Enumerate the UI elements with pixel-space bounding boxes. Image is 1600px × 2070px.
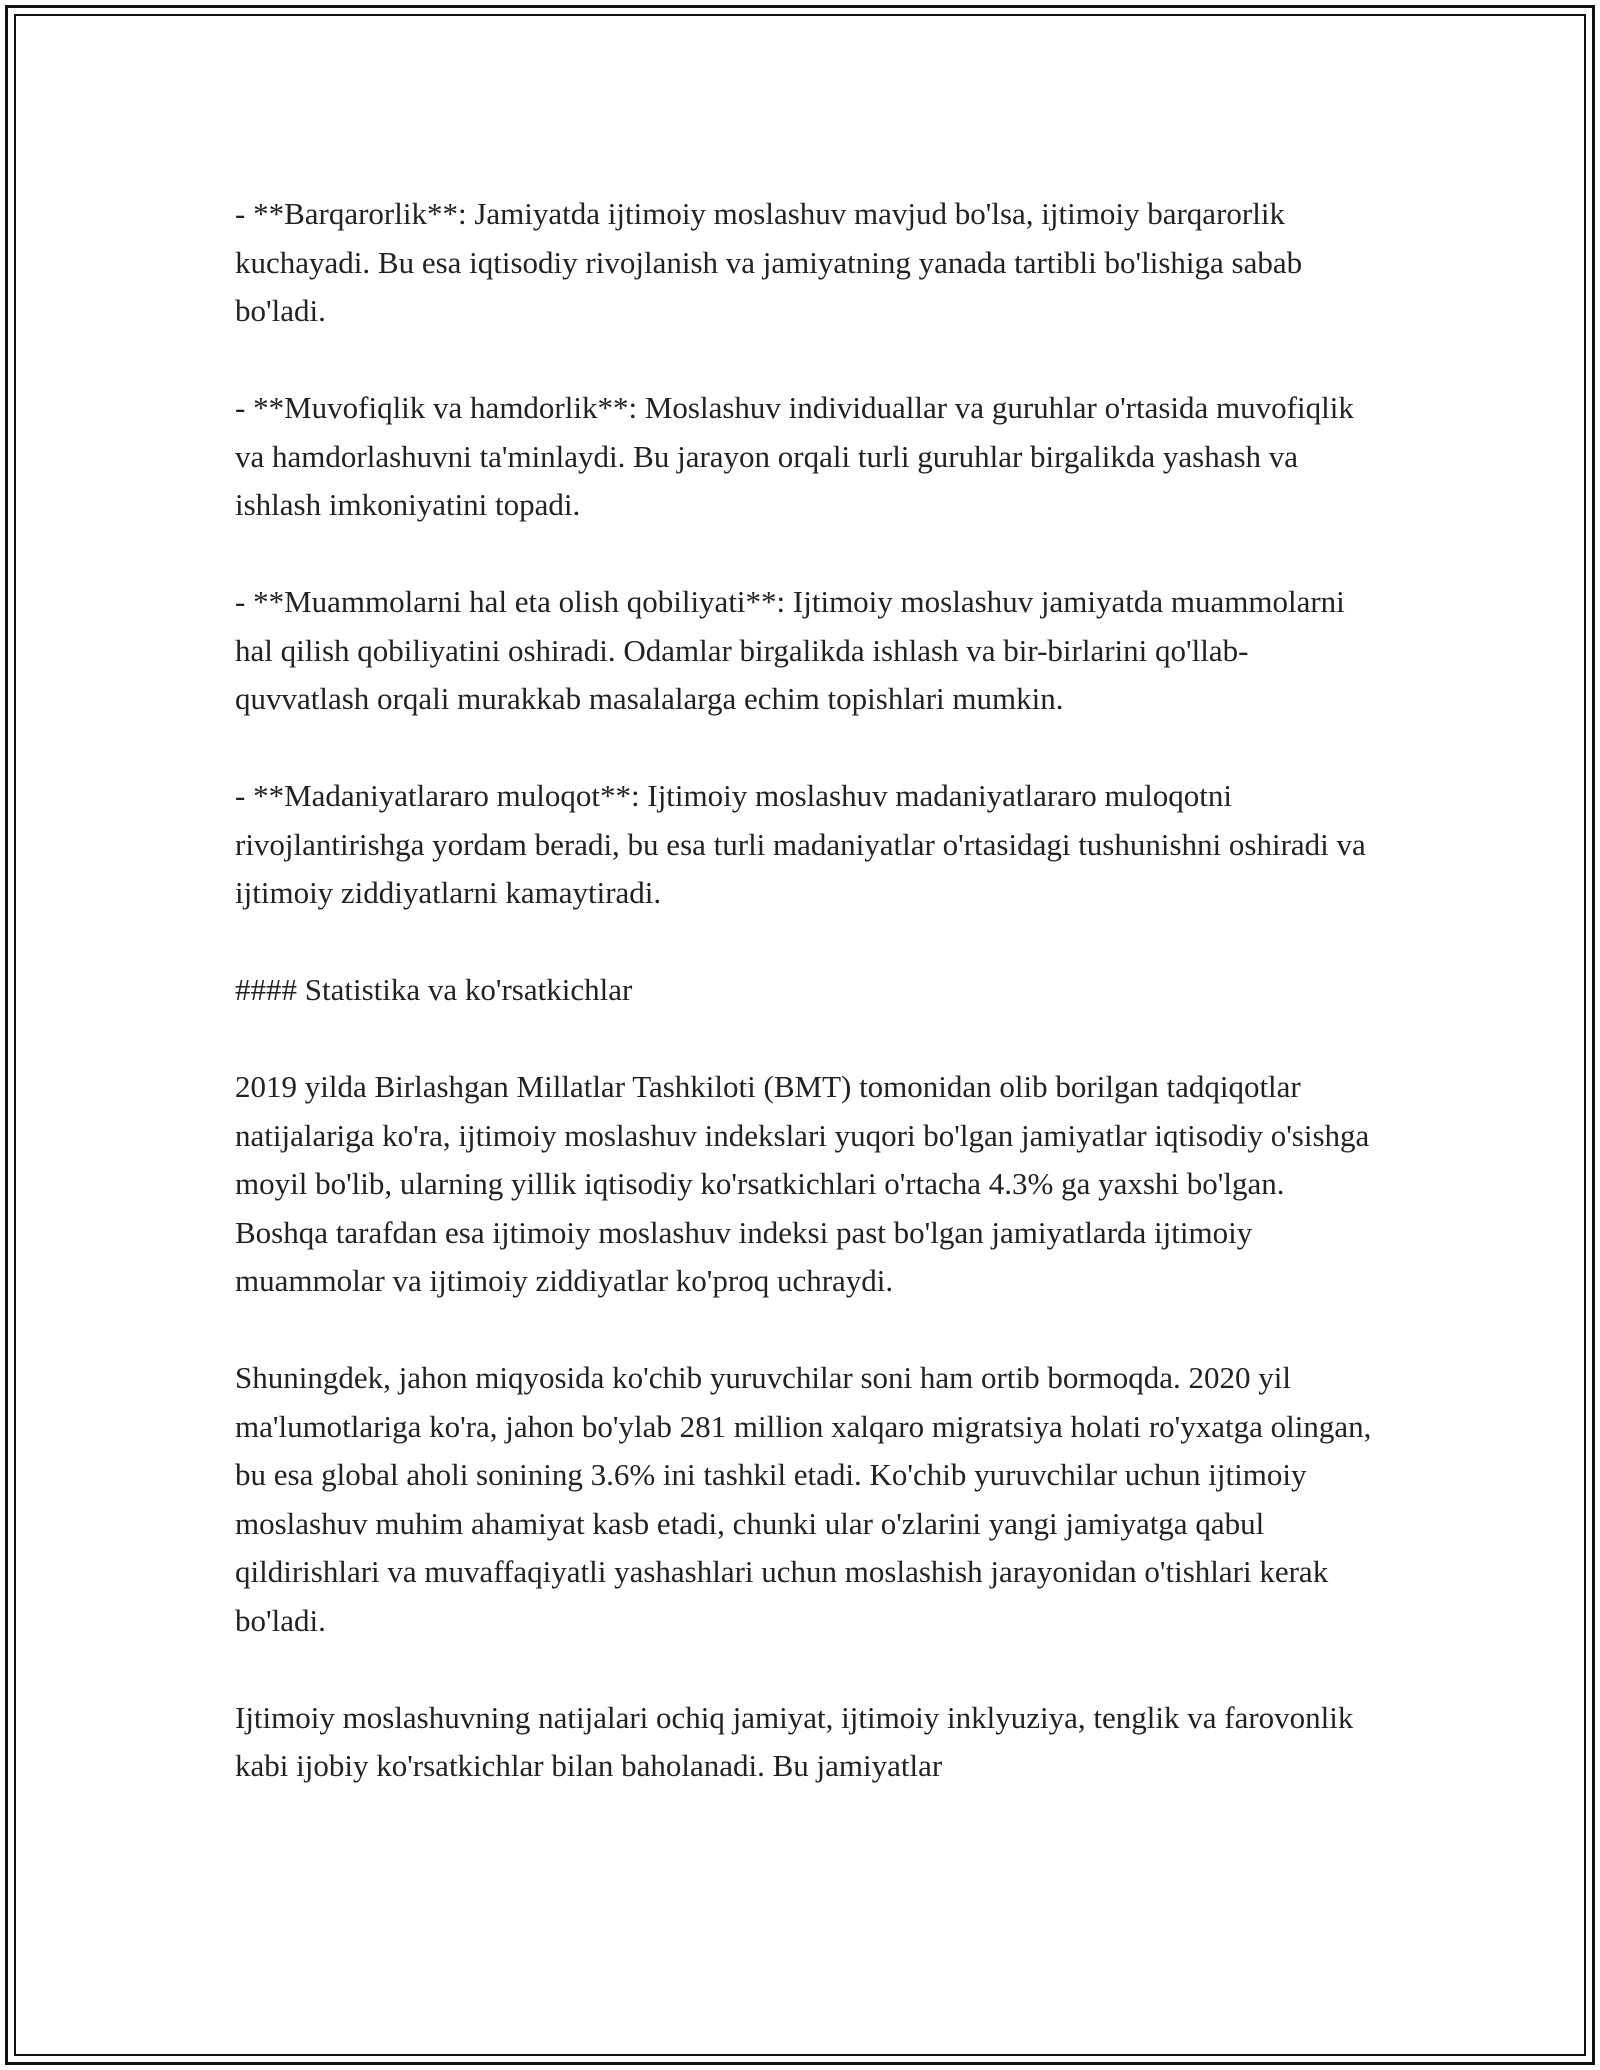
bullet-muammolarni-hal: - **Muammolarni hal eta olish qobiliyati**: Ijtimoiy moslashuv jamiyatda muammolarni hal qilish qobiliyatini oshiradi. Odamlar birgalikda ishlash va bir-birlarini qo'llab-quvvatlash orqali murakkab masalalarga echim topishlari mumkin. — [235, 584, 1345, 716]
paragraph-migration: Shuningdek, jahon miqyosida ko'chib yuruvchilar soni ham ortib bormoqda. 2020 yil ma'lumotlariga ko'ra, jahon bo'ylab 281 million xalqaro migratsiya holati ro'yxatga olingan, bu esa global aholi sonining 3.6% ini tashkil etadi. Ko'chib yuruvchilar uchun ijtimoiy moslashuv muhim ahamiyat kasb etadi, chunki ular o'zlarini yangi jamiyatga qabul qildirishlari va muvaffaqiyatli yashashlari uchun moslashish jarayonidan o'tishlari kerak bo'ladi. — [235, 1360, 1372, 1638]
bullet-muvofiqlik: - **Muvofiqlik va hamdorlik**: Moslashuv individuallar va guruhlar o'rtasida muvofiqlik va hamdorlashuvni ta'minlaydi. Bu jarayon orqali turli guruhlar birgalikda yashash va ishlash imkoniyatini topadi. — [235, 390, 1354, 522]
paragraph-results: Ijtimoiy moslashuvning natijalari ochiq jamiyat, ijtimoiy inklyuziya, tenglik va farovonlik kabi ijobiy ko'rsatkichlar bilan baholanadi. Bu jamiyatlar — [235, 1699, 1354, 1783]
bullet-barqarorlik: - **Barqarorlik**: Jamiyatda ijtimoiy moslashuv mavjud bo'lsa, ijtimoiy barqarorlik kuchayadi. Bu esa iqtisodiy rivojlanish va jamiyatning yanada tartibli bo'lishiga sabab bo'ladi. — [235, 196, 1303, 328]
document-body — [235, 190, 1375, 1791]
paragraph-statistics: 2019 yilda Birlashgan Millatlar Tashkiloti (BMT) tomonidan olib borilgan tadqiqotlar natijalariga ko'ra, ijtimoiy moslashuv indekslari yuqori bo'lgan jamiyatlar iqtisodiy o'sishga moyil bo'lib, ularning yillik iqtisodiy ko'rsatkichlari o'rtacha 4.3% ga yaxshi bo'lgan. Boshqa tarafdan esa ijtimoiy moslashuv indeksi past bo'lgan jamiyatlarda ijtimoiy muammolar va ijtimoiy ziddiyatlar ko'proq uchraydi. — [235, 1069, 1370, 1298]
bullet-madaniyatlararo: - **Madaniyatlararo muloqot**: Ijtimoiy moslashuv madaniyatlararo muloqotni rivojlantirishga yordam beradi, bu esa turli madaniyatlar o'rtasidagi tushunishni oshiradi va ijtimoiy ziddiyatlarni kamaytiradi. — [235, 778, 1366, 910]
section-heading: #### Statistika va ko'rsatkichlar — [235, 972, 633, 1007]
